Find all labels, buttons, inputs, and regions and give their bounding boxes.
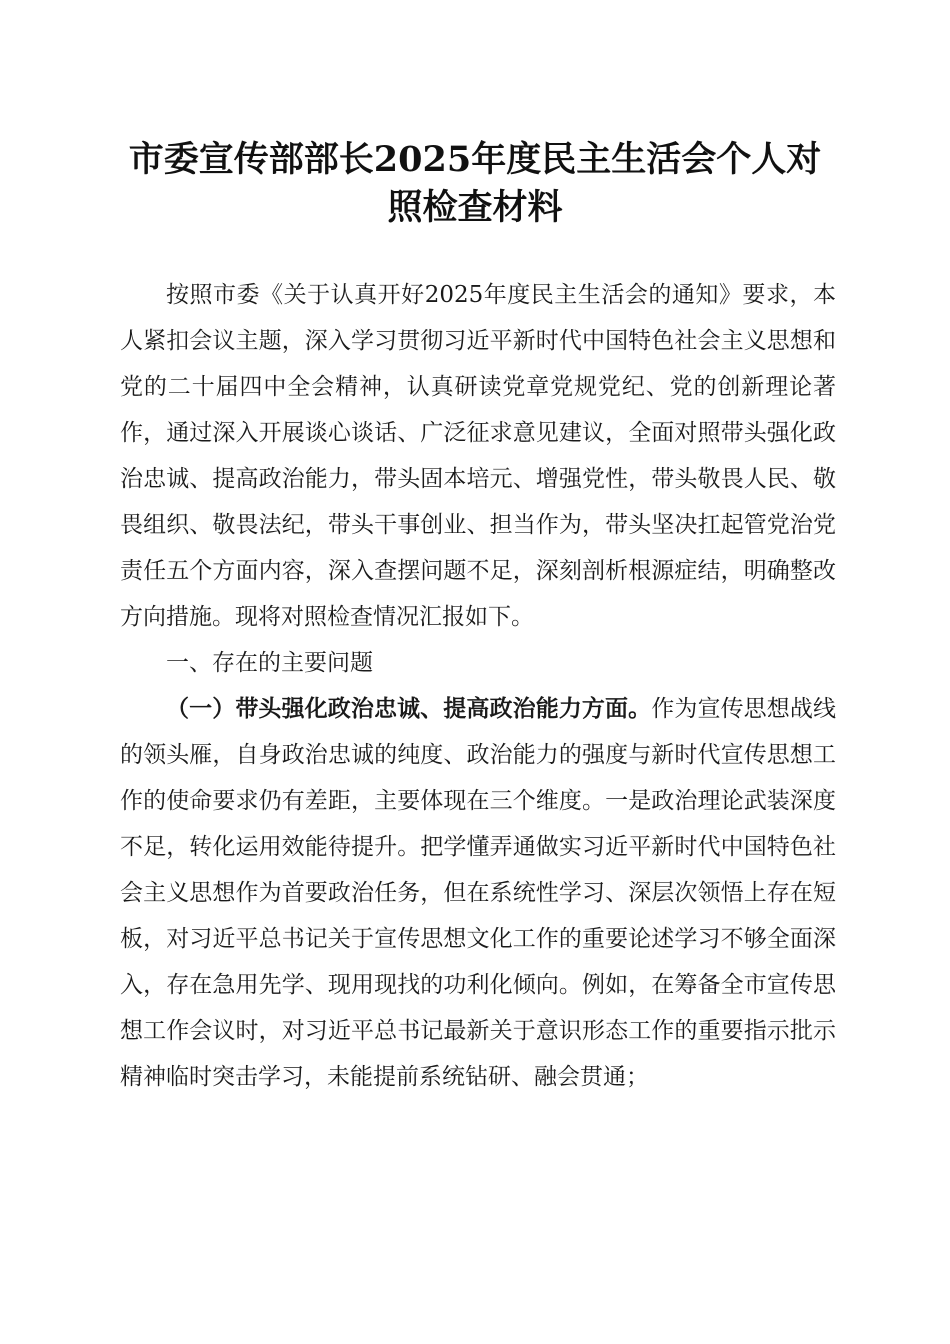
document-body [120,272,836,1100]
subsection-heading: （一）带头强化政治忠诚、提高政治能力方面。 [166,695,652,722]
document-title: 市委宣传部部长2025年度民主生活会个人对照检查材料 [128,139,822,228]
intro-paragraph: 按照市委《关于认真开好2025年度民主生活会的通知》要求，本人紧扣会议主题，深入学习贯彻习近平新时代中国特色社会主义思想和党的二十届四中全会精神，认真研读党章党规党纪、党的创新理论著作，通过深入开展谈心谈话、广泛征求意见建议，全面对照带头强化政治忠诚、提高政治能力，带头固本培元、增强党性，带头敬畏人民、敬畏组织、敬畏法纪，带头干事创业、担当作为，带头坚决扛起管党治党责任五个方面内容，深入查摆问题不足，深刻剖析根源症结，明确整改方向措施。现将对照检查情况汇报如下。 [120,282,836,630]
subsection-body: 作为宣传思想战线的领头雁，自身政治忠诚的纯度、政治能力的强度与新时代宣传思想工作的使命要求仍有差距，主要体现在三个维度。一是政治理论武装深度不足，转化运用效能待提升。把学懂弄通做实习近平新时代中国特色社会主义思想作为首要政治任务，但在系统性学习、深层次领悟上存在短板，对习近平总书记关于宣传思想文化工作的重要论述学习不够全面深入，存在急用先学、现用现找的功利化倾向。例如，在筹备全市宣传思想工作会议时，对习近平总书记最新关于意识形态工作的重要指示批示精神临时突击学习，未能提前系统钻研、融会贯通； [120,696,837,1090]
subsection-paragraph [120,686,836,1100]
section-heading-problems: 一、存在的主要问题 [166,650,373,676]
